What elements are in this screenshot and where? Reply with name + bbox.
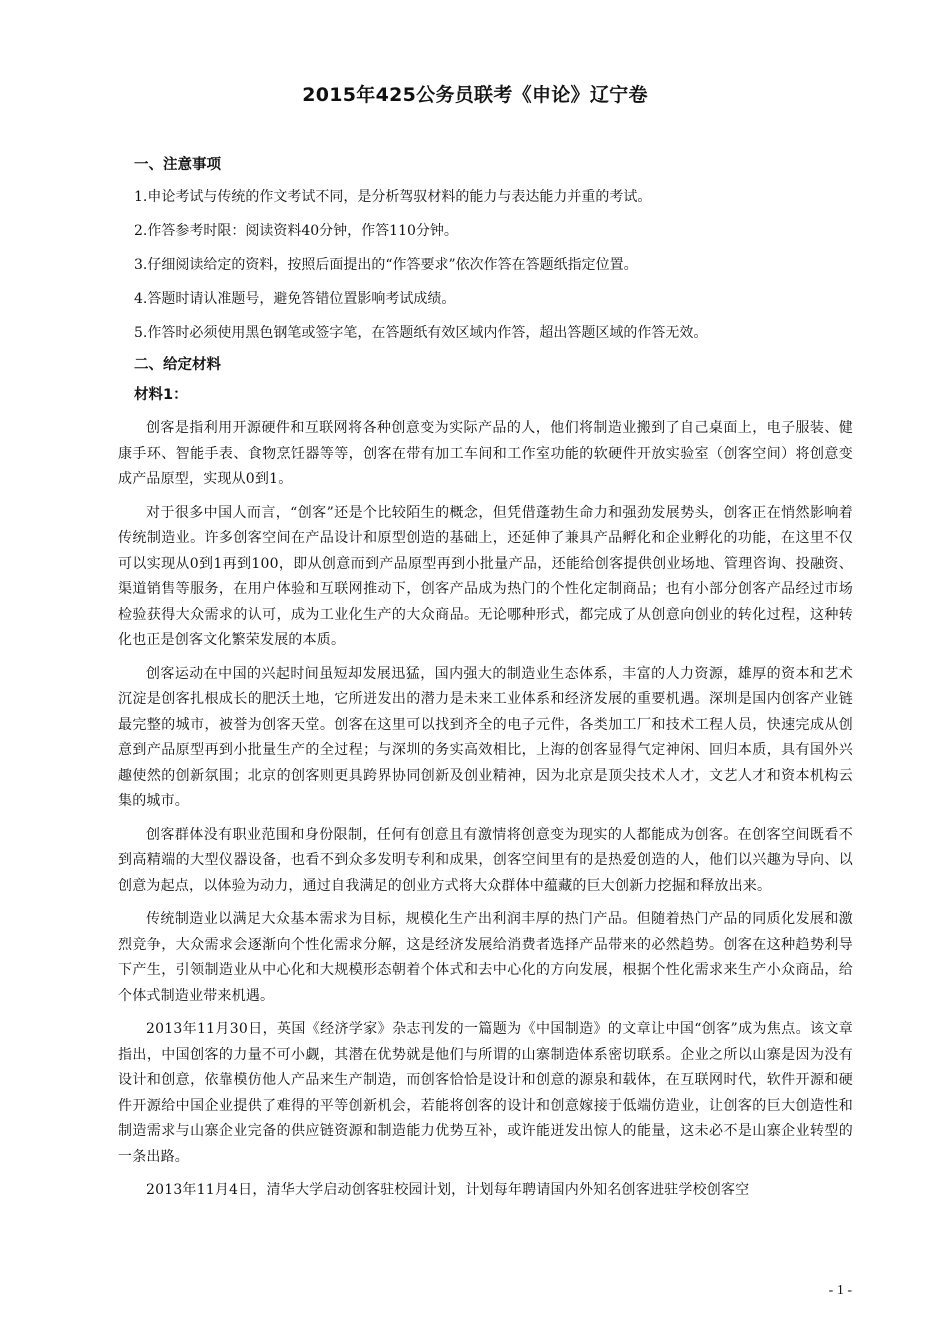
document-body	[118, 150, 853, 1212]
note-item: 3.仔细阅读给定的资料，按照后面提出的“作答要求”依次作答在答题纸指定位置。	[134, 257, 638, 273]
document-title: 2015年425公务员联考《申论》辽宁卷	[302, 84, 648, 106]
note-item: 1.申论考试与传统的作文考试不同，是分析驾驭材料的能力与表达能力并重的考试。	[134, 189, 652, 205]
material-paragraph: 创客群体没有职业范围和身份限制，任何有创意且有激情将创意变为现实的人都能成为创客。在创客空间既看不到高精端的大型仪器设备，也看不到众多发明专利和成果，创客空间里有的是热爱创造的人，他们以兴趣为导向、以创意为起点，以体验为动力，通过自我满足的创业方式将大众群体中蕴藏的巨大创新力挖掘和释放出来。	[118, 826, 853, 894]
material-paragraph: 传统制造业以满足大众基本需求为目标，规模化生产出利润丰厚的热门产品。但随着热门产品的同质化发展和激烈竞争，大众需求会逐渐向个性化需求分解，这是经济发展给消费者选择产品带来的必然趋势。创客在这种趋势利导下产生，引领制造业从中心化和大规模形态朝着个体式和去中心化的方向发展，根据个性化需求来生产小众商品，给个体式制造业带来机遇。	[118, 911, 853, 1004]
material-paragraph: 创客是指利用开源硬件和互联网将各种创意变为实际产品的人，他们将制造业搬到了自己桌面上，电子服装、健康手环、智能手表、食物烹饪器等等，创客在带有加工车间和工作室功能的软硬件开放实验室（创客空间）将创意变成产品原型，实现从0到1。	[118, 420, 853, 487]
note-item: 5.作答时必须使用黑色钢笔或签字笔，在答题纸有效区域内作答，超出答题区域的作答无效。	[134, 325, 708, 341]
material-label: 材料1：	[134, 387, 188, 403]
section-heading-materials: 二、给定材料	[134, 357, 221, 373]
material-paragraph: 2013年11月30日，英国《经济学家》杂志刊发的一篇题为《中国制造》的文章让中国“创客”成为焦点。该文章指出，中国创客的力量不可小觑，其潜在优势就是他们与所谓的山寨制造体系密切联系。企业之所以山寨是因为没有设计和创意，依靠模仿他人产品来生产制造，而创客恰恰是设计和创意的源泉和载体，在互联网时代，软件开源和硬件开源给中国企业提供了难得的平等创新机会，若能将创客的设计和创意嫁接于低端仿造业，让创客的巨大创造性和制造需求与山寨企业完备的供应链资源和制造能力优势互补，或许能迸发出惊人的能量，这未必不是山寨企业转型的一条出路。	[118, 1021, 853, 1165]
note-item: 4.答题时请认准题号，避免答错位置影响考试成绩。	[134, 291, 456, 307]
note-item: 2.作答参考时限：阅读资料40分钟，作答110分钟。	[134, 223, 458, 239]
material-paragraph: 创客运动在中国的兴起时间虽短却发展迅猛，国内强大的制造业生态体系，丰富的人力资源，雄厚的资本和艺术沉淀是创客扎根成长的肥沃土地，它所迸发出的潜力是未来工业体系和经济发展的重要机遇。深圳是国内创客产业链最完整的城市，被誉为创客天堂。创客在这里可以找到齐全的电子元件，各类加工厂和技术工程人员，快速完成从创意到产品原型再到小批量生产的全过程；与深圳的务实高效相比，上海的创客显得气定神闲、回归本质，具有国外兴趣使然的创新氛围；北京的创客则更具跨界协同创新及创业精神，因为北京是顶尖技术人才，文艺人才和资本机构云集的城市。	[118, 665, 853, 809]
material-paragraph: 2013年11月4日，清华大学启动创客驻校园计划，计划每年聘请国内外知名创客进驻学校创客空	[146, 1182, 750, 1198]
section-heading-notes: 一、注意事项	[134, 157, 221, 173]
page-number: - 1 -	[828, 1283, 852, 1298]
material-paragraph: 对于很多中国人而言，“创客”还是个比较陌生的概念，但凭借蓬勃生命力和强劲发展势头，创客正在悄然影响着传统制造业。许多创客空间在产品设计和原型创造的基础上，还延伸了兼具产品孵化和企业孵化的功能，在这里不仅可以实现从0到1再到100，即从创意而到产品原型再到小批量产品，还能给创客提供创业场地、管理咨询、投融资、渠道销售等服务，在用户体验和互联网推动下，创客产品成为热门的个性化定制商品；也有小部分创客产品经过市场检验获得大众需求的认可，成为工业化生产的大众商品。无论哪种形式，都完成了从创意向创业的转化过程，这种转化也正是创客文化繁荣发展的本质。	[118, 504, 853, 648]
